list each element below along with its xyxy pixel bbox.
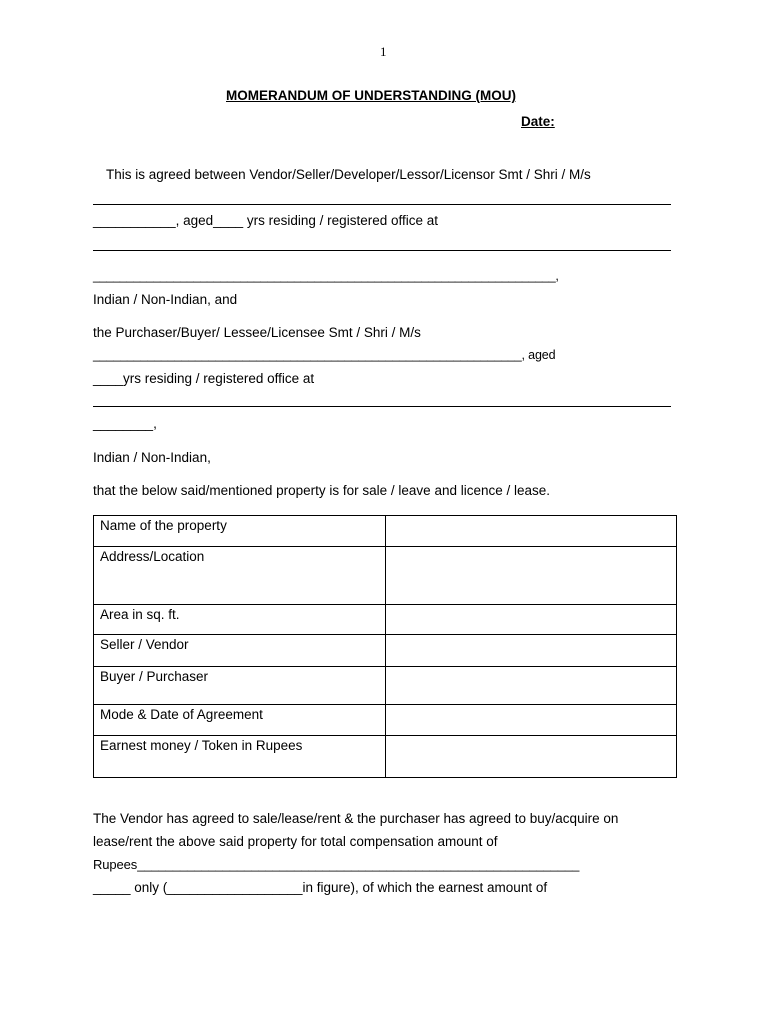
vendor-name-blank[interactable] <box>93 204 671 205</box>
property-details-table <box>93 515 677 778</box>
agreement-line-4: _____ only (__________________in figure), of which the earnest amount of <box>93 880 548 895</box>
table-row <box>94 547 677 605</box>
purchaser-nationality-line: Indian / Non-Indian, <box>93 450 211 465</box>
row-value-field[interactable] <box>386 736 677 778</box>
table-row <box>94 705 677 736</box>
purchaser-intro-line: the Purchaser/Buyer/ Lessee/Licensee Smt / Shri / M/s <box>93 325 421 340</box>
row-label: Address/Location <box>94 547 386 605</box>
document-title: MOMERANDUM OF UNDERSTANDING (MOU) <box>226 88 516 103</box>
row-value-field[interactable] <box>386 667 677 705</box>
agreement-line-2: lease/rent the above said property for total compensation amount of <box>93 834 498 849</box>
purchaser-address-blank[interactable] <box>93 406 671 407</box>
vendor-nationality-line: Indian / Non-Indian, and <box>93 292 238 307</box>
vendor-address-blank[interactable] <box>93 250 671 251</box>
row-value-field[interactable] <box>386 605 677 635</box>
row-value-field[interactable] <box>386 547 677 605</box>
row-label: Area in sq. ft. <box>94 605 386 635</box>
purchaser-age-line: ____yrs residing / registered office at <box>93 371 315 386</box>
table-row <box>94 635 677 667</box>
agreement-line-3: Rupees______________________________________________________________ <box>93 857 580 872</box>
purchaser-address-end-line: ________, <box>93 416 157 431</box>
row-label: Mode & Date of Agreement <box>94 705 386 736</box>
row-label: Name of the property <box>94 516 386 547</box>
row-label: Seller / Vendor <box>94 635 386 667</box>
table-row <box>94 736 677 778</box>
page-number: 1 <box>380 44 387 59</box>
vendor-age-line: ___________, aged____ yrs residing / registered office at <box>93 213 438 228</box>
table-row <box>94 667 677 705</box>
intro-line: This is agreed between Vendor/Seller/Developer/Lessor/Licensor Smt / Shri / M/s <box>106 167 591 182</box>
table-row <box>94 605 677 635</box>
row-label: Buyer / Purchaser <box>94 667 386 705</box>
row-value-field[interactable] <box>386 516 677 547</box>
property-statement-line: that the below said/mentioned property is for sale / leave and licence / lease. <box>93 483 551 498</box>
purchaser-name-line: _______________________________________________________________, aged <box>93 348 556 362</box>
agreement-line-1: The Vendor has agreed to sale/lease/rent & the purchaser has agreed to buy/acquire on <box>93 811 619 826</box>
table-row <box>94 516 677 547</box>
vendor-address-end-line: _____________________________________________________________________, <box>93 269 559 283</box>
row-value-field[interactable] <box>386 635 677 667</box>
row-label: Earnest money / Token in Rupees <box>94 736 386 778</box>
row-value-field[interactable] <box>386 705 677 736</box>
date-label: Date: <box>521 114 555 129</box>
